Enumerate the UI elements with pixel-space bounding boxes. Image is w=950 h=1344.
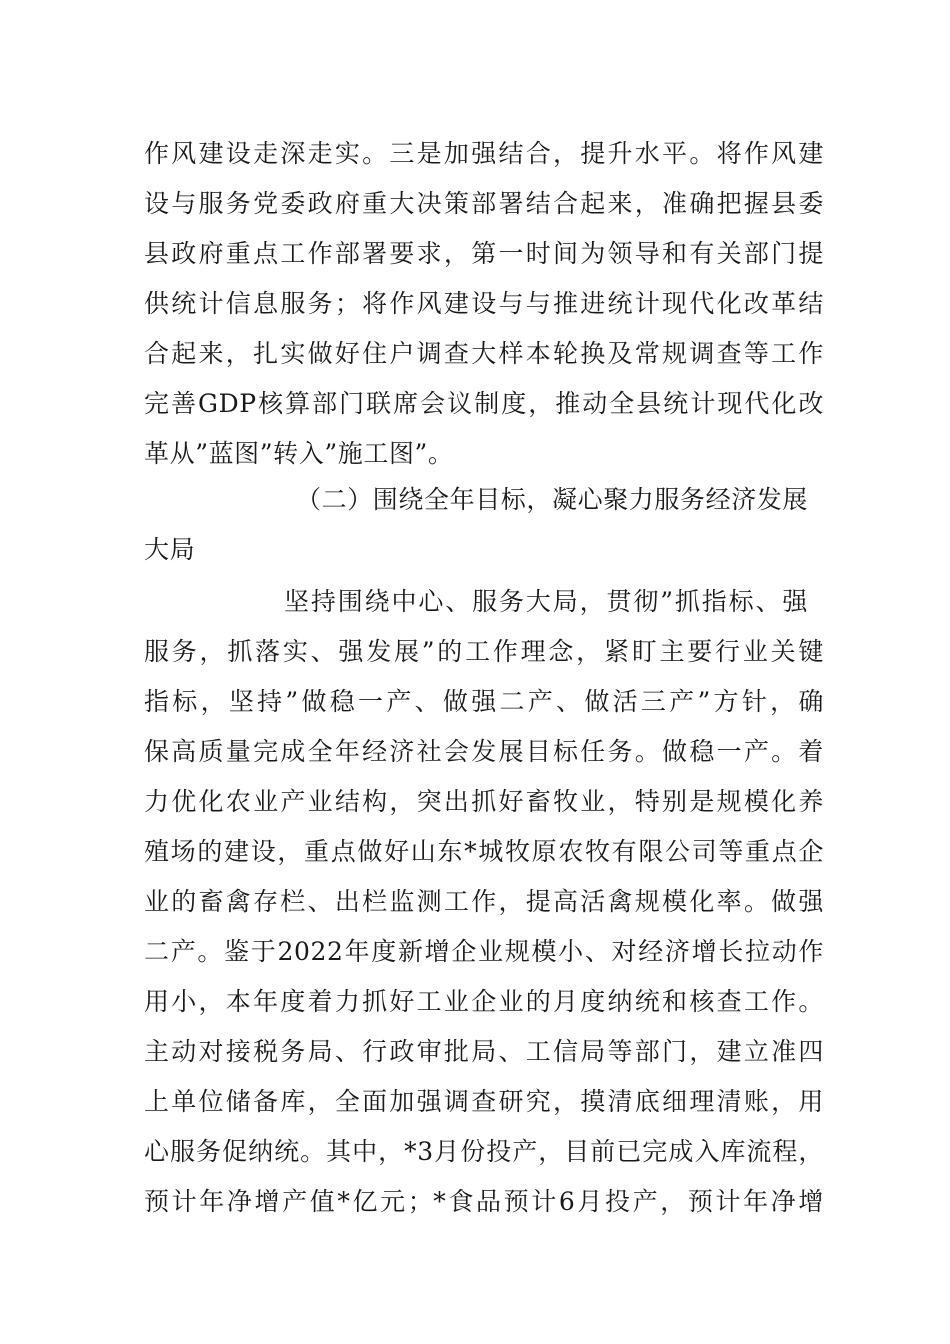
text-line-3: 县政府重点工作部署要求，第一时间为领导和有关部门提 [144, 239, 824, 268]
text-line-12: 指标，坚持”做稳一产、做强二产、做活三产”方针，确 [144, 687, 824, 716]
text-line-11: 服务，抓落实、强发展”的工作理念，紧盯主要行业关键 [144, 637, 824, 666]
text-line-21: 心服务促纳统。其中，*3月份投产，目前已完成入库流程， [144, 1137, 824, 1166]
text-line-1: 作风建设走深走实。三是加强结合，提升水平。将作风建 [144, 139, 824, 168]
text-line-17: 二产。鉴于2022年度新增企业规模小、对经济增长拉动作 [144, 937, 824, 966]
text-line-14: 力优化农业产业结构，突出抓好畜牧业，特别是规模化养 [144, 787, 824, 816]
text-line-4: 供统计信息服务；将作风建设与与推进统计现代化改革结 [144, 289, 824, 318]
text-line-22: 预计年净增产值*亿元；*食品预计6月投产，预计年净增 [144, 1187, 824, 1216]
text-line-20: 上单位储备库，全面加强调查研究，摸清底细理清账，用 [144, 1087, 824, 1116]
text-line-7: 革从”蓝图”转入”施工图”。 [144, 439, 454, 468]
text-line-2: 设与服务党委政府重大决策部署结合起来，准确把握县委 [144, 189, 824, 218]
text-line-5: 合起来，扎实做好住户调查大样本轮换及常规调查等工作 [144, 339, 824, 368]
text-line-16: 业的畜禽存栏、出栏监测工作，提高活禽规模化率。做强 [144, 887, 824, 916]
text-line-19: 主动对接税务局、行政审批局、工信局等部门，建立准四 [144, 1037, 824, 1066]
text-line-18: 用小，本年度着力抓好工业企业的月度纳统和核查工作。 [144, 987, 824, 1016]
text-line-6: 完善GDP核算部门联席会议制度，推动全县统计现代化改 [144, 389, 824, 418]
section-heading-continued: 大局 [144, 535, 196, 564]
text-line-13: 保高质量完成全年经济社会发展目标任务。做稳一产。着 [144, 737, 824, 766]
paragraph-first-line: 坚持围绕中心、服务大局，贯彻”抓指标、强 [284, 587, 808, 616]
text-line-15: 殖场的建设，重点做好山东*城牧原农牧有限公司等重点企 [144, 837, 824, 866]
section-heading: （二）围绕全年目标，凝心聚力服务经济发展 [296, 485, 809, 514]
